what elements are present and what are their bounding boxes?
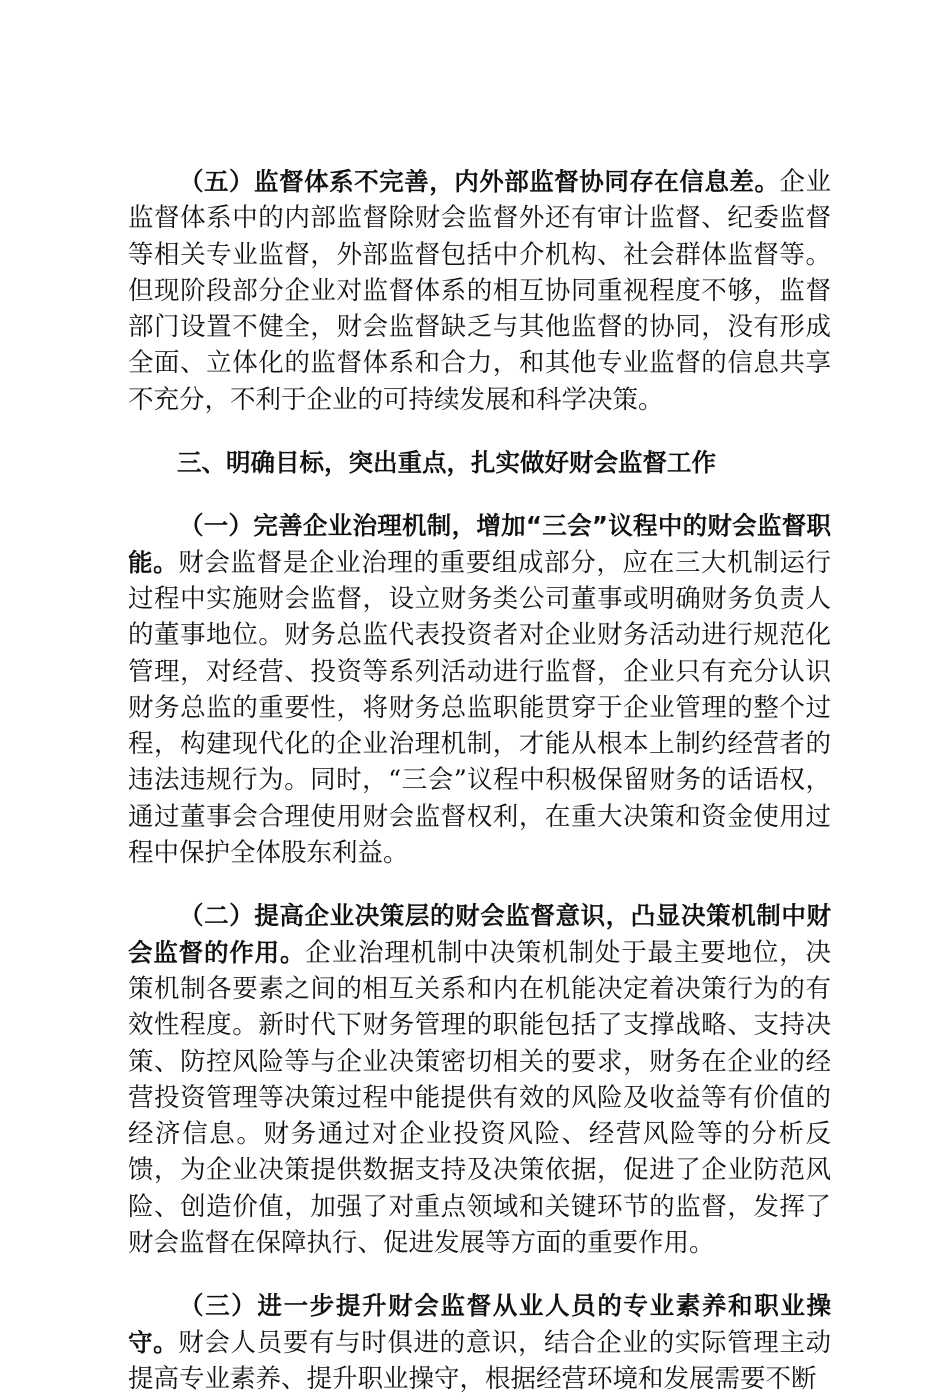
paragraph-body: 企业监督体系中的内部监督除财会监督外还有审计监督、纪委监督等相关专业监督，外部监督包括中介机构、社会群体监督等。但现阶段部分企业对监督体系的相互协同重视程度不够，监督部门设置不健全，财会监督缺乏与其他监督的协同，没有形成全面、立体化的监督体系和合力，和其他专业监督的信息共享不充分，不利于企业的可持续发展和科学决策。 [128,167,831,415]
paragraph-professional-quality [128,1288,831,1397]
paragraph-lead: （二）提高企业决策层的财会监督意识，凸显决策机制中财会监督的作用。 [128,901,831,967]
paragraph-body: 企业治理机制中决策机制处于最主要地位，决策机制各要素之间的相互关系和内在机能决定着决策行为的有效性程度。新时代下财务管理的职能包括了支撑战略、支持决策、防控风险等与企业决策密切相关的要求，财务在企业的经营投资管理等决策过程中能提供有效的风险及收益等有价值的经济信息。财务通过对企业投资风险、经营风险等的分析反馈，为企业决策提供数据支持及决策依据，促进了企业防范风险、创造价值，加强了对重点领域和关键环节的监督，发挥了财会监督在保障执行、促进发展等方面的重要作用。 [128,937,831,1259]
paragraph-body: 财会人员要有与时俱进的意识，结合企业的实际管理主动提高专业素养、提升职业操守，根据经营环境和发展需要不断 [128,1327,831,1394]
paragraph-decision-awareness [128,898,831,1261]
paragraph-lead: （三）进一步提升财会监督从业人员的专业素养和职业操守。 [128,1291,831,1357]
section-heading: 三、明确目标，突出重点，扎实做好财会监督工作 [177,448,716,478]
document-body [128,164,831,1397]
paragraph-governance-mechanism [128,508,831,871]
paragraph-body: 财会监督是企业治理的重要组成部分，应在三大机制运行过程中实施财会监督，设立财务类公司董事或明确财务负责人的董事地位。财务总监代表投资者对企业财务活动进行规范化管理，对经营、投资等系列活动进行监督，企业只有充分认识财务总监的重要性，将财务总监职能贯穿于企业管理的整个过程，构建现代化的企业治理机制，才能从根本上制约经营者的违法违规行为。同时，“三会”议程中积极保留财务的话语权，通过董事会合理使用财会监督权利，在重大决策和资金使用过程中保护全体股东利益。 [128,547,831,869]
paragraph-lead: （一）完善企业治理机制，增加“三会”议程中的财会监督职能。 [128,511,831,577]
paragraph-lead: （五）监督体系不完善，内外部监督协同存在信息差。 [179,167,780,196]
paragraph-supervision-system [128,164,831,418]
